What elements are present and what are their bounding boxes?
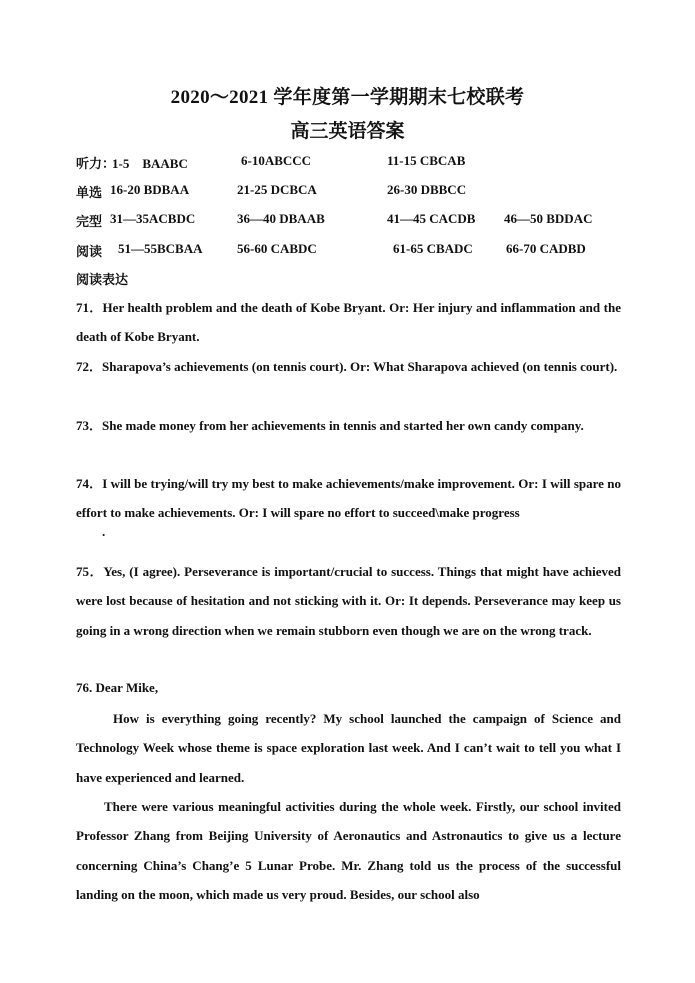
document-subtitle: 高三英语答案 — [290, 121, 405, 142]
answer-group: 51—55BCBAA — [118, 241, 203, 256]
answer-row-label: 单选 — [76, 185, 103, 200]
answer-73: 73．She made money from her achievements in tennis and started her own candy company. — [76, 418, 584, 433]
answer-group: 31—35ACBDC — [110, 211, 196, 226]
answer-group: 61-65 CBADC — [393, 241, 473, 256]
answer-group: 16-20 BDBAA — [110, 182, 190, 197]
answer-group: 26-30 DBBCC — [387, 182, 467, 197]
answer-row-label: 完型 — [76, 214, 103, 229]
answer-74-trailing-dot: . — [102, 524, 106, 539]
answer-76-paragraph-2: There were various meaningful activities during the whole week. Firstly, our school invited Professor Zhang from Beijing University of Aeronautics and Astronautics to give us a lecture concerning China’s Chang’e 5 Lunar Probe. Mr. Zhang told us the process of the successful landing on the moon, which made us very proud. Besides, our school also — [76, 799, 621, 902]
answer-group: 66-70 CADBD — [506, 241, 586, 256]
answer-group: 56-60 CABDC — [237, 241, 317, 256]
answer-row-label: 听力： — [76, 156, 116, 171]
answer-76-greeting: 76. Dear Mike, — [76, 680, 159, 695]
answer-group: 36—40 DBAAB — [237, 211, 325, 226]
answer-72: 72．Sharapova’s achievements (on tennis court). Or: What Sharapova achieved (on tennis court). — [76, 359, 618, 374]
answer-71: 71．Her health problem and the death of Kobe Bryant. Or: Her injury and inflammation and the death of Kobe Bryant. — [76, 300, 621, 345]
answer-group: 21-25 DCBCA — [237, 182, 317, 197]
reading-expression-label: 阅读表达 — [76, 272, 129, 287]
answer-group: 46—50 BDDAC — [504, 211, 593, 226]
answer-group: 11-15 CBCAB — [387, 153, 466, 168]
answer-row-label: 阅读 — [76, 244, 103, 259]
answer-74: 74．I will be trying/will try my best to make achievements/make improvement. Or: I will spare no effort to make achievements. Or: I will spare no effort to succeed\make progress — [76, 476, 621, 521]
answer-76-paragraph-1: How is everything going recently? My school launched the campaign of Science and Technology Week whose theme is space exploration last week. And I can’t wait to tell you what I have experienced and learned. — [76, 711, 621, 785]
answer-group: 1-5 BAABC — [112, 156, 188, 171]
answer-group: 6-10ABCCC — [241, 153, 312, 168]
answer-group: 41—45 CACDB — [387, 211, 476, 226]
document-title: 2020～2021 学年度第一学期期末七校联考 — [170, 87, 525, 108]
answer-75: 75．Yes, (I agree). Perseverance is important/crucial to success. Things that might have achieved were lost because of hesitation and not sticking with it. Or: It depends. Perseverance may keep us going in a wrong direction when we remain stubborn even though we are on the wrong track. — [76, 564, 621, 638]
